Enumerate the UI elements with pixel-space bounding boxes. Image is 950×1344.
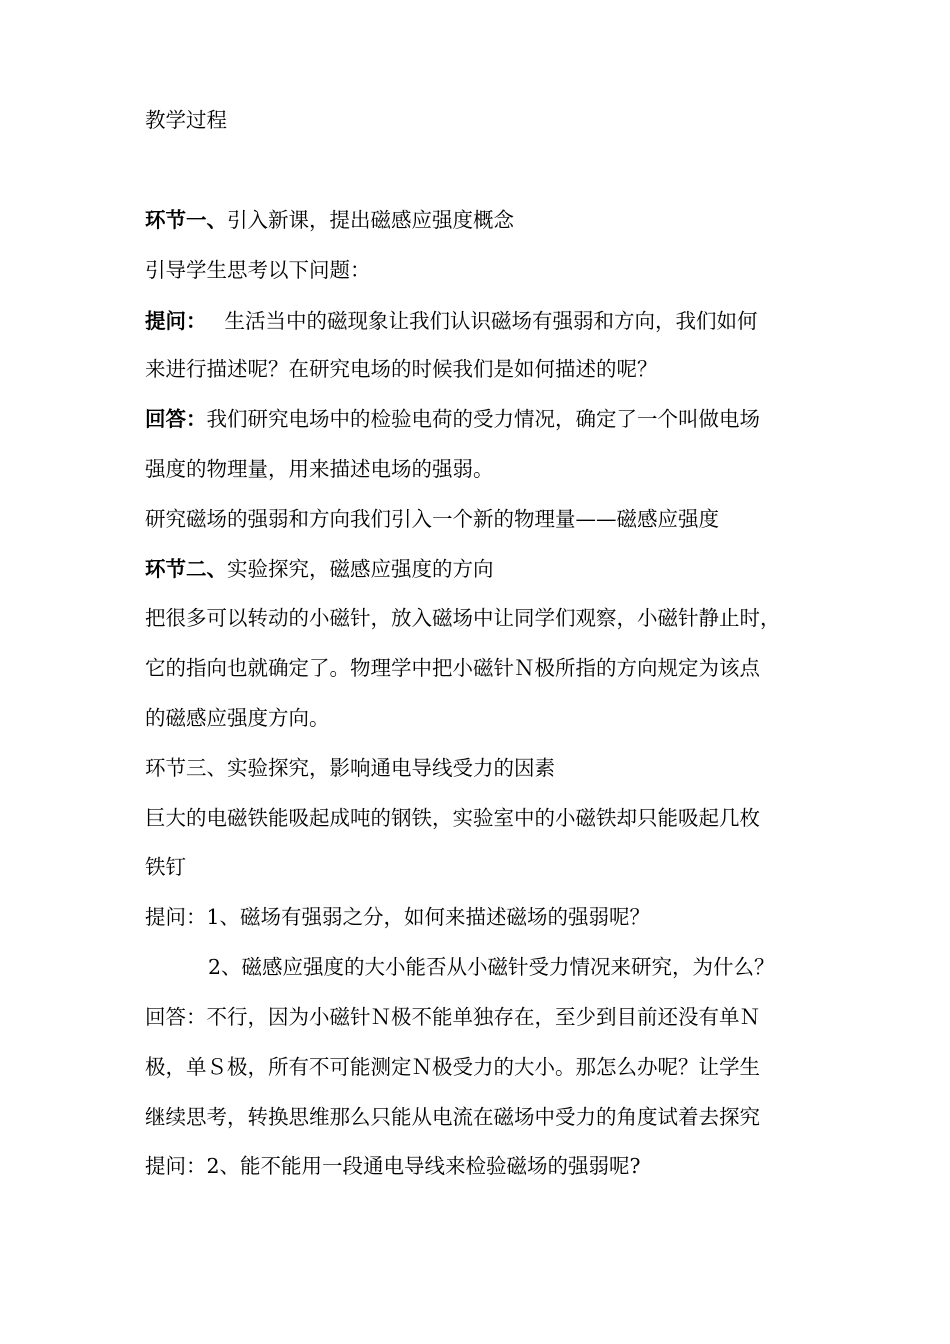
section-three-body-line-1: 巨大的电磁铁能吸起成吨的钢铁，实验室中的小磁铁却只能吸起几枚 — [145, 806, 760, 830]
section-two-body-line-3: 的磁感应强度方向。 — [145, 706, 330, 730]
answer-one-line-2: 强度的物理量，用来描述电场的强弱。 — [145, 457, 494, 481]
question-one-text: 生活当中的磁现象让我们认识磁场有强弱和方向，我们如何 — [224, 309, 758, 333]
answer-two-line-2: 极，单Ｓ极，所有不可能测定Ｎ极受力的大小。那怎么办呢？让学生 — [145, 1055, 760, 1079]
question-one-line-2: 来进行描述呢？在研究电场的时候我们是如何描述的呢？ — [145, 357, 658, 381]
section-three-heading: 环节三、实验探究，影响通电导线受力的因素 — [145, 756, 555, 780]
section-title: 教学过程 — [145, 108, 227, 132]
question-three: 提问：2、能不能用一段通电导线来检验磁场的强弱呢? — [145, 1154, 641, 1178]
section-one-label: 环节一、 — [145, 208, 227, 232]
section-one-closing: 研究磁场的强弱和方向我们引入一个新的物理量——磁感应强度 — [145, 507, 719, 531]
section-two-text: 实验探究，磁感应强度的方向 — [227, 557, 494, 581]
section-one-text: 引入新课，提出磁感应强度概念 — [227, 208, 514, 232]
answer-one-label: 回答： — [145, 407, 207, 431]
answer-one-line-1 — [145, 405, 825, 433]
section-two-body-line-2: 它的指向也就确定了。物理学中把小磁针Ｎ极所指的方向规定为该点 — [145, 656, 760, 680]
question-one-label: 提问： — [145, 309, 207, 333]
section-one-heading — [145, 206, 825, 234]
section-two-heading — [145, 555, 825, 583]
answer-two-line-3: 继续思考，转换思维那么只能从电流在磁场中受力的角度试着去探究 — [145, 1105, 760, 1129]
question-one-line-1 — [145, 307, 825, 335]
question-two-part-b: 2、磁感应强度的大小能否从小磁针受力情况来研究，为什么？ — [208, 955, 775, 979]
section-two-label: 环节二、 — [145, 557, 227, 581]
section-three-body-line-2: 铁钉 — [145, 855, 186, 879]
section-one-intro: 引导学生思考以下问题： — [145, 258, 371, 282]
answer-two-line-1: 回答：不行，因为小磁针Ｎ极不能单独存在，至少到目前还没有单Ｎ — [145, 1005, 760, 1029]
answer-one-text: 我们研究电场中的检验电荷的受力情况，确定了一个叫做电场 — [206, 407, 760, 431]
question-two: 提问：1、磁场有强弱之分，如何来描述磁场的强弱呢？ — [145, 905, 651, 929]
section-two-body-line-1: 把很多可以转动的小磁针，放入磁场中让同学们观察，小磁针静止时， — [145, 606, 781, 630]
